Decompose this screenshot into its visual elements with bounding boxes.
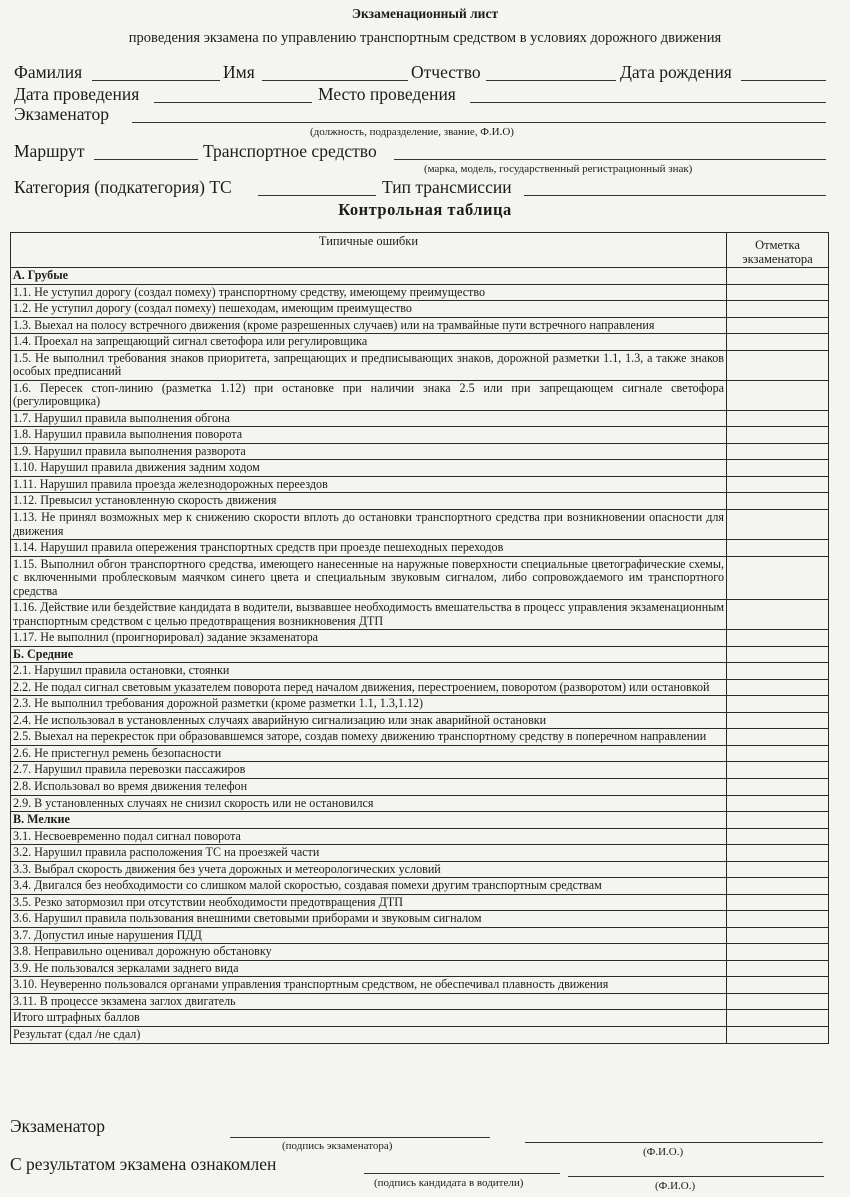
acknowledged-label: С результатом экзамена ознакомлен [10,1154,277,1174]
examiner-mark-cell[interactable] [727,646,829,663]
personal-data-row [14,62,826,84]
table-row [11,284,829,301]
error-description: 2.9. В установленных случаях не снизил скорость или не остановился [11,795,727,812]
table-row [11,960,829,977]
table-row [11,845,829,862]
error-description: 3.4. Двигался без необходимости со слишком малой скоростью, создавая помехи другим транспортным средствам [11,878,727,895]
candidate-fio-hint: (Ф.И.О.) [655,1180,696,1192]
table-row [11,712,829,729]
examiner-mark-cell[interactable] [727,380,829,410]
transmission-label: Тип трансмиссии [382,177,512,197]
error-description: 2.7. Нарушил правила перевозки пассажиров [11,762,727,779]
exam-info-row [14,84,826,106]
examiner-fio-field[interactable] [525,1142,823,1143]
document-title: Экзаменационный лист [351,6,499,21]
error-description: 1.4. Проехал на запрещающий сигнал светофора или регулировщика [11,334,727,351]
error-description: 3.11. В процессе экзамена заглох двигатель [11,993,727,1010]
transmission-field[interactable] [524,195,826,196]
section-heading: Б. Средние [11,646,727,663]
examiner-mark-cell[interactable] [727,301,829,318]
table-row [11,301,829,318]
table-row [11,350,829,380]
patronymic-label: Отчество [411,62,481,82]
route-field[interactable] [94,159,198,160]
table-row [11,663,829,680]
table-row [11,427,829,444]
error-description: 1.15. Выполнил обгон транспортного средства, имеющего нанесенные на наружные поверхности специальные цветографические схемы, с включенными проблесковым маячком синего цвета и специальным звуковым сигналом, либо сопровождаемого им транспортного средства [11,556,727,600]
examiner-mark-cell[interactable] [727,993,829,1010]
error-description: 3.8. Неправильно оценивал дорожную обстановку [11,944,727,961]
table-row [11,729,829,746]
table-row [11,443,829,460]
candidate-signature-field[interactable] [364,1173,560,1174]
examiner-mark-cell[interactable] [727,878,829,895]
table-row [11,317,829,334]
examiner-mark-cell[interactable] [727,894,829,911]
examiner-mark-cell[interactable] [727,600,829,630]
error-description: 3.1. Несвоевременно подал сигнал поворота [11,828,727,845]
route-row [14,141,826,163]
table-row [11,927,829,944]
table-row [11,1010,829,1027]
error-description: 1.14. Нарушил правила опережения транспортных средств при проезде пешеходных переходов [11,540,727,557]
examiner-mark-cell[interactable] [727,911,829,928]
examiner-mark-cell[interactable] [727,745,829,762]
examiner-signature-field[interactable] [230,1137,490,1138]
examiner-mark-cell[interactable] [727,460,829,477]
vehicle-label: Транспортное средство [203,141,377,161]
error-description: 2.6. Не пристегнул ремень безопасности [11,745,727,762]
error-description: 3.7. Допустил иные нарушения ПДД [11,927,727,944]
examiner-label: Экзаменатор [14,104,109,124]
examiner-mark-cell[interactable] [727,861,829,878]
control-table [10,232,829,1044]
examiner-mark-cell[interactable] [727,268,829,285]
birth-date-field[interactable] [741,80,826,81]
table-row [11,878,829,895]
error-description: 3.2. Нарушил правила расположения ТС на проезжей части [11,845,727,862]
examiner-mark-cell[interactable] [727,350,829,380]
candidate-fio-field[interactable] [568,1176,824,1177]
table-row [11,944,829,961]
section-row [11,812,829,829]
examiner-mark-cell[interactable] [727,1026,829,1043]
category-row [14,177,826,199]
exam-date-label: Дата проведения [14,84,140,104]
vehicle-hint: (марка, модель, государственный регистрационный знак) [424,163,693,175]
section-row [11,268,829,285]
table-row [11,911,829,928]
name-label: Имя [223,62,255,82]
table-row [11,476,829,493]
examiner-mark-cell[interactable] [727,284,829,301]
table-row [11,828,829,845]
table-row [11,679,829,696]
error-description: 2.3. Не выполнил требования дорожной разметки (кроме разметки 1.1, 1.3,1.12) [11,696,727,713]
table-body [11,268,829,1044]
table-row [11,861,829,878]
error-description: 2.8. Использовал во время движения телефон [11,779,727,796]
examiner-mark-cell[interactable] [727,696,829,713]
error-description: 3.6. Нарушил правила пользования внешними световыми приборами и звуковым сигналом [11,911,727,928]
table-row [11,894,829,911]
surname-label: Фамилия [14,62,83,82]
error-description: 1.6. Пересек стоп-линию (разметка 1.12) при остановке при наличии знака 2.5 или при запрещающем сигнале светофора (регулировщика) [11,380,727,410]
category-label: Категория (подкатегория) ТС [14,177,232,197]
examiner-hint: (должность, подразделение, звание, Ф.И.О) [310,126,514,138]
mark-column-header: Отметка экзаменатора [727,233,829,268]
table-row [11,745,829,762]
examiner-mark-cell[interactable] [727,712,829,729]
table-row [11,540,829,557]
examiner-fio-hint: (Ф.И.О.) [643,1146,684,1158]
examiner-mark-cell[interactable] [727,960,829,977]
exam-place-label: Место проведения [318,84,456,104]
table-row [11,696,829,713]
examiner-mark-cell[interactable] [727,476,829,493]
errors-column-header: Типичные ошибки [11,233,727,268]
error-description: Итого штрафных баллов [11,1010,727,1027]
examiner-mark-cell[interactable] [727,729,829,746]
examiner-mark-cell[interactable] [727,540,829,557]
table-row [11,460,829,477]
table-row [11,1026,829,1043]
table-row [11,762,829,779]
table-row [11,795,829,812]
examiner-mark-cell[interactable] [727,317,829,334]
candidate-signature-hint: (подпись кандидата в водители) [374,1177,524,1189]
table-row [11,556,829,600]
route-label: Маршрут [14,141,85,161]
error-description: 1.1. Не уступил дорогу (создал помеху) транспортному средству, имеющему преимущество [11,284,727,301]
error-description: 2.2. Не подал сигнал световым указателем поворота перед началом движения, перестроением, поворотом (разворотом) или остановкой [11,679,727,696]
examiner-mark-cell[interactable] [727,509,829,539]
error-description: Результат (сдал /не сдал) [11,1026,727,1043]
table-row [11,380,829,410]
error-description: 1.5. Не выполнил требования знаков приоритета, запрещающих и предписывающих знаков, дорожной разметки 1.1, 1.3, а также знаков особых предписаний [11,350,727,380]
table-row [11,630,829,647]
examiner-mark-cell[interactable] [727,977,829,994]
table-row [11,993,829,1010]
table-row [11,600,829,630]
error-description: 3.3. Выбрал скорость движения без учета дорожных и метеорологических условий [11,861,727,878]
examiner-mark-cell[interactable] [727,944,829,961]
error-description: 3.5. Резко затормозил при отсутствии необходимости предотвращения ДТП [11,894,727,911]
exam-date-field[interactable] [154,102,312,103]
category-field[interactable] [258,195,376,196]
error-description: 1.16. Действие или бездействие кандидата в водители, вызвавшее необходимость вмешательства в процесс управления экзаменационным транспортным средством с целью предотвращения возникновения ДТП [11,600,727,630]
control-table-title: Контрольная таблица [338,200,512,219]
vehicle-field[interactable] [394,159,826,160]
error-description: 1.7. Нарушил правила выполнения обгона [11,410,727,427]
examiner-row [14,104,826,126]
table-row [11,779,829,796]
name-field[interactable] [262,80,408,81]
footer-examiner-label: Экзаменатор [10,1116,105,1136]
table-row [11,410,829,427]
error-description: 2.5. Выехал на перекресток при образовавшемся заторе, создав помеху движению транспортному средству в поперечном направлении [11,729,727,746]
error-description: 3.9. Не пользовался зеркалами заднего вида [11,960,727,977]
examiner-mark-cell[interactable] [727,762,829,779]
error-description: 1.17. Не выполнил (проигнорировал) задание экзаменатора [11,630,727,647]
examiner-mark-cell[interactable] [727,679,829,696]
examiner-mark-cell[interactable] [727,427,829,444]
examiner-mark-cell[interactable] [727,845,829,862]
error-description: 1.10. Нарушил правила движения задним ходом [11,460,727,477]
error-description: 1.2. Не уступил дорогу (создал помеху) пешеходам, имеющим преимущество [11,301,727,318]
examiner-mark-cell[interactable] [727,828,829,845]
examiner-mark-cell[interactable] [727,630,829,647]
table-row [11,334,829,351]
patronymic-field[interactable] [486,80,616,81]
table-header-row [11,233,829,268]
error-description: 1.12. Превысил установленную скорость движения [11,493,727,510]
examiner-mark-cell[interactable] [727,812,829,829]
error-description: 3.10. Неуверенно пользовался органами управления транспортным средством, не обеспечивал плавность движения [11,977,727,994]
examiner-mark-cell[interactable] [727,334,829,351]
section-heading: А. Грубые [11,268,727,285]
examiner-mark-cell[interactable] [727,795,829,812]
section-row [11,646,829,663]
examiner-mark-cell[interactable] [727,443,829,460]
birth-date-label: Дата рождения [620,62,732,82]
error-description: 1.11. Нарушил правила проезда железнодорожных переездов [11,476,727,493]
examiner-mark-cell[interactable] [727,779,829,796]
examiner-mark-cell[interactable] [727,556,829,600]
section-heading: В. Мелкие [11,812,727,829]
examiner-mark-cell[interactable] [727,663,829,680]
error-description: 1.8. Нарушил правила выполнения поворота [11,427,727,444]
examiner-field[interactable] [132,122,826,123]
examiner-mark-cell[interactable] [727,493,829,510]
examiner-signature-hint: (подпись экзаменатора) [282,1140,393,1152]
error-description: 1.13. Не принял возможных мер к снижению скорости вплоть до остановки транспортного средства при возникновении опасности для движения [11,509,727,539]
examiner-mark-cell[interactable] [727,1010,829,1027]
examiner-mark-cell[interactable] [727,410,829,427]
surname-field[interactable] [92,80,220,81]
error-description: 2.1. Нарушил правила остановки, стоянки [11,663,727,680]
document-subtitle: проведения экзамена по управлению транспортным средством в условиях дорожного движения [128,30,722,46]
error-description: 1.3. Выехал на полосу встречного движения (кроме разрешенных случаев) или на трамвайные пути встречного направления [11,317,727,334]
table-row [11,509,829,539]
table-row [11,493,829,510]
table-row [11,977,829,994]
exam-place-field[interactable] [470,102,826,103]
error-description: 1.9. Нарушил правила выполнения разворота [11,443,727,460]
examiner-mark-cell[interactable] [727,927,829,944]
error-description: 2.4. Не использовал в установленных случаях аварийную сигнализацию или знак аварийной остановки [11,712,727,729]
